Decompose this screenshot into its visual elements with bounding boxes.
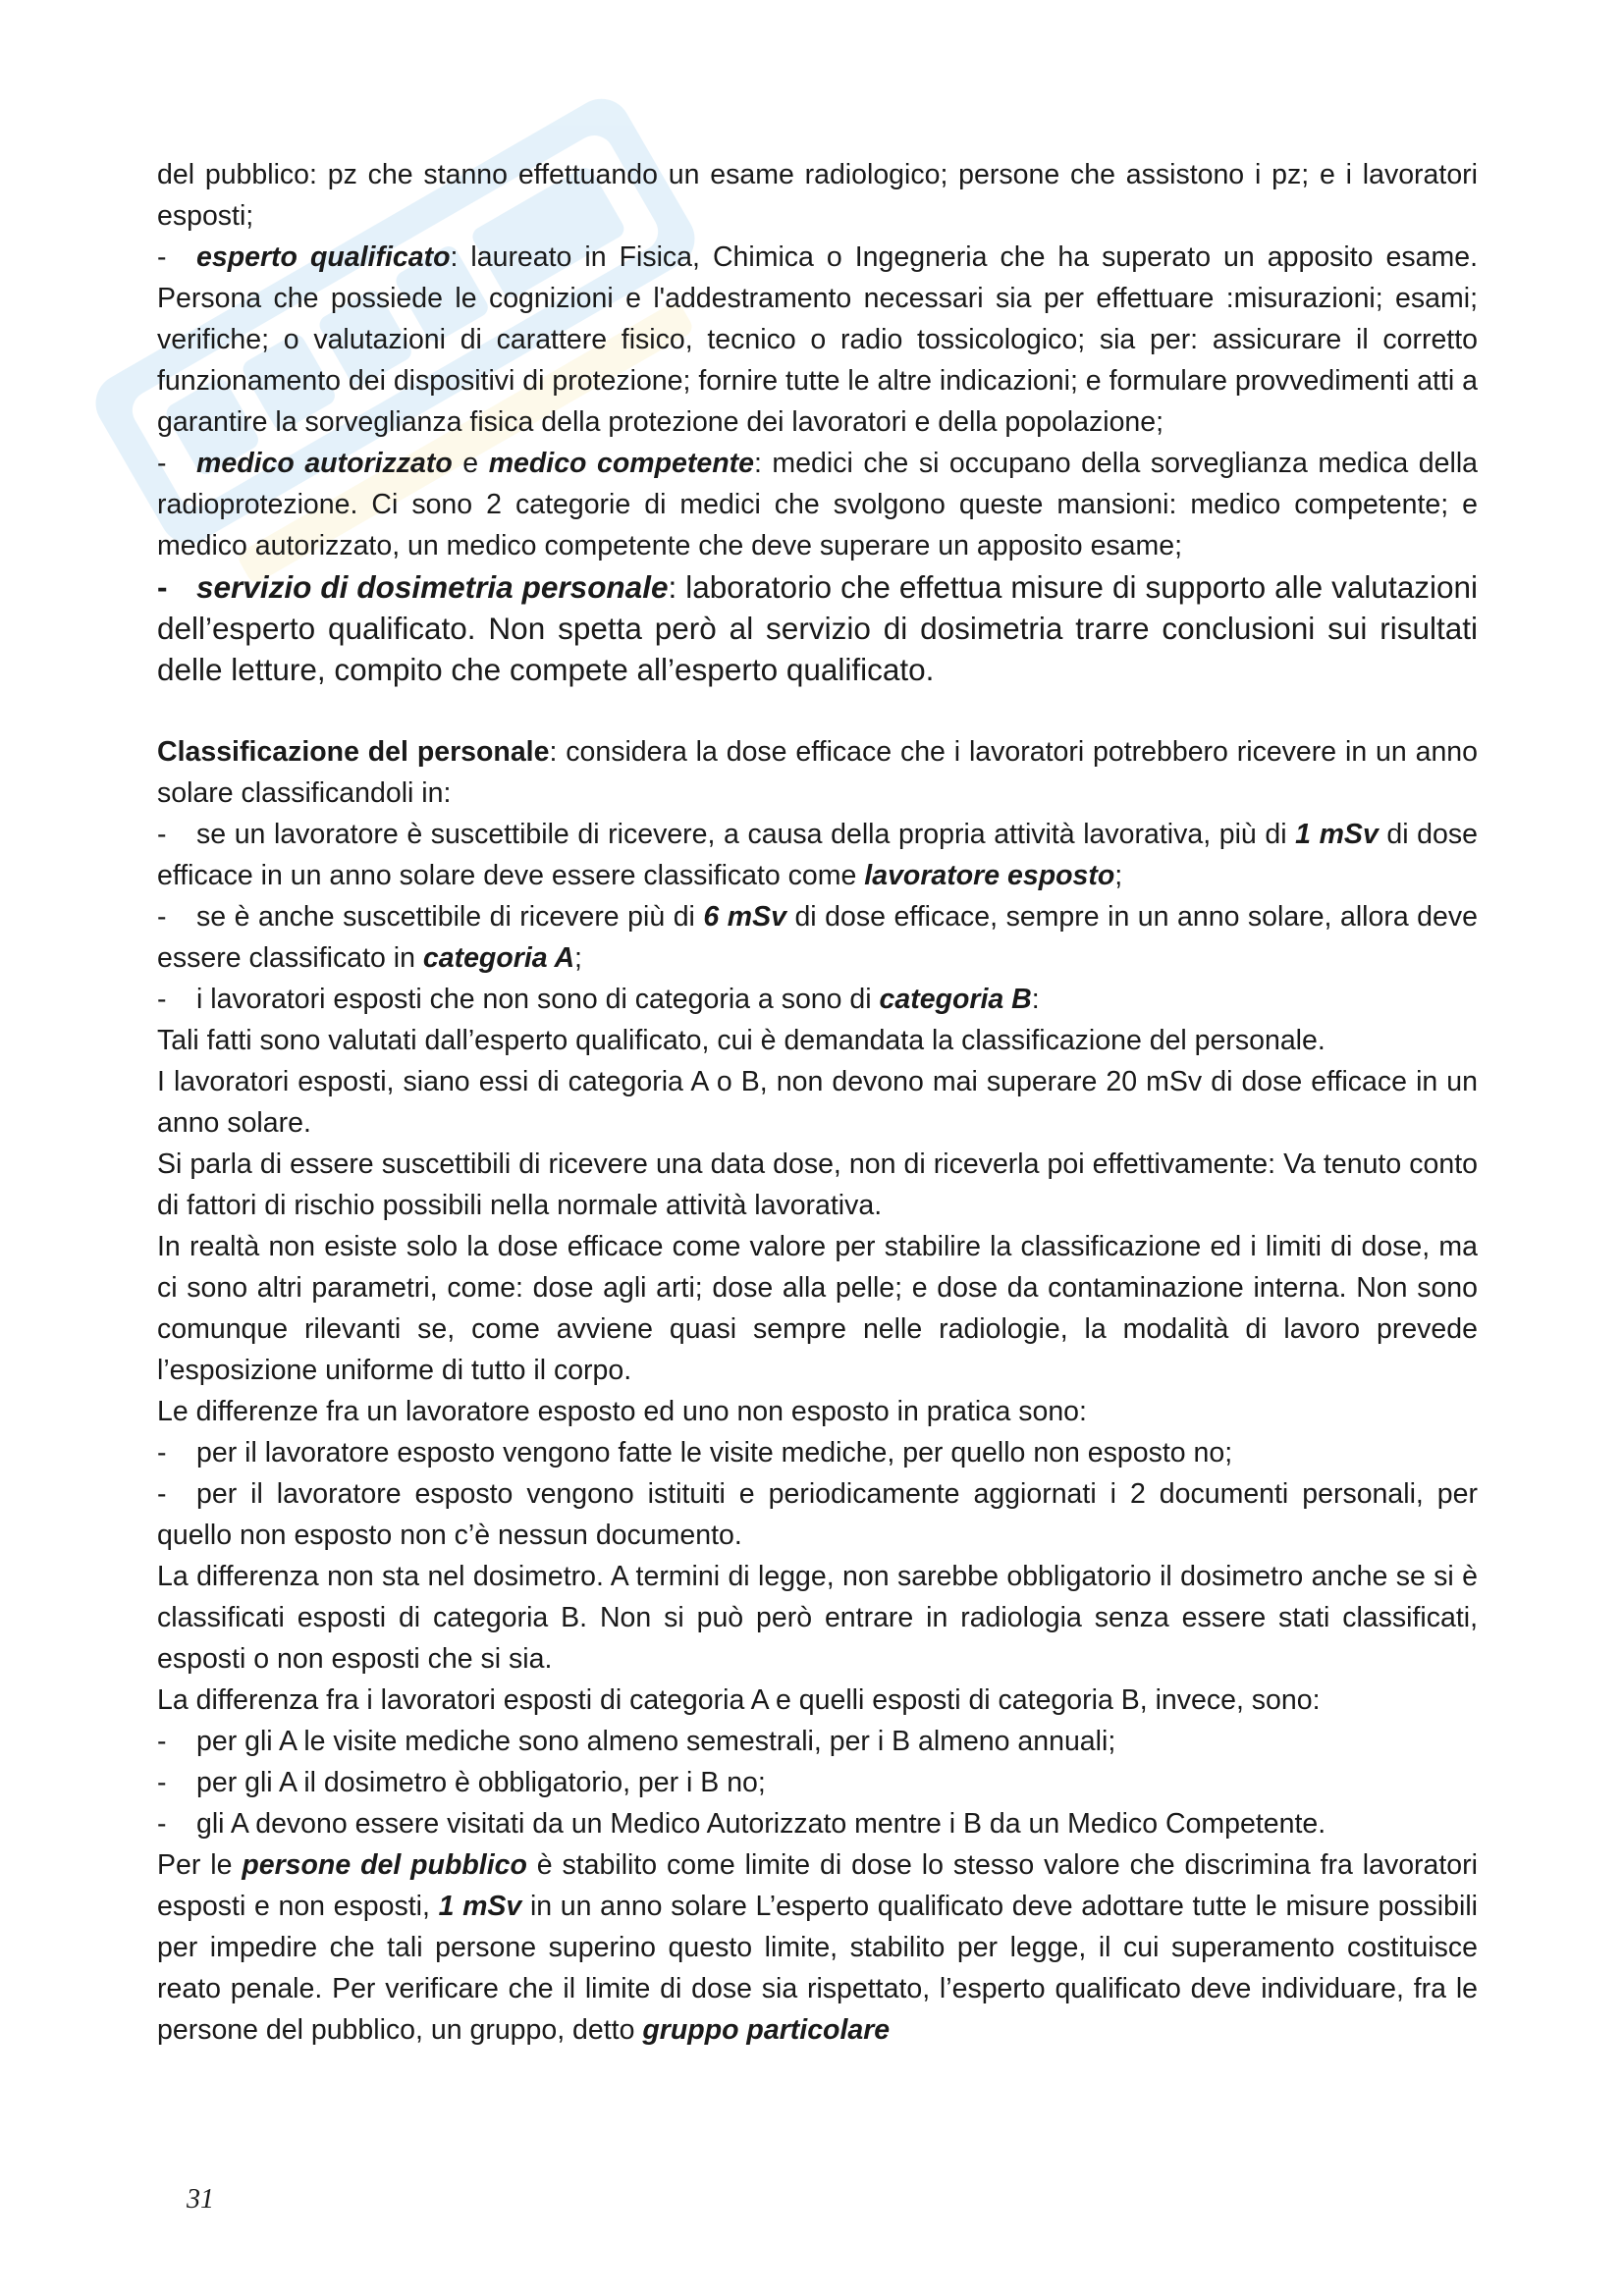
paragraph [157,1680,1478,1721]
text-run: Per le [157,1849,243,1881]
emphasis-text: 6 mSv [703,901,786,933]
text-run: ; [1114,860,1123,891]
text-run: : considera la dose efficace che i lavoratori potrebbero ricevere in un anno solare classificandoli in: [157,736,1478,809]
text-run: La differenza fra i lavoratori esposti di categoria A e quelli esposti di categoria B, invece, sono: [157,1684,1321,1716]
text-run: di dose efficace in un anno solare deve essere classificato come [157,819,1478,891]
text-run: del pubblico: pz che stanno effettuando un esame radiologico; persone che assistono i pz; e i lavoratori esposti; [157,159,1478,232]
list-dash: - [157,1726,167,1757]
paragraph [157,1061,1478,1144]
paragraph [157,1556,1478,1680]
text-run: per il lavoratore esposto vengono istituiti e periodicamente aggiornati i 2 documenti personali, per quello non esposto non c’è nessun documento. [157,1478,1478,1551]
text-run: in un anno solare L’esperto qualificato deve adottare tutte le misure possibili per impedire che tali persone superino questo limite, stabilito per legge, il cui superamento costituisce reato penale. Per verificare che il limite di dose sia rispettato, l’esperto qualificato deve individuare, fra le persone del pubblico, un gruppo, detto [157,1891,1478,2046]
emphasis-text: categoria A [422,942,575,974]
emphasis-text: servizio di dosimetria personale [196,569,669,605]
emphasis-text: categoria B [879,984,1032,1015]
document-body [157,154,1478,2051]
emphasis-text: gruppo particolare [642,2014,891,2046]
list-dash: - [157,1478,167,1510]
paragraph [157,1721,1478,1762]
emphasis-text: Classificazione del personale [157,736,550,768]
paragraph [157,814,1478,896]
paragraph [157,1762,1478,1803]
emphasis-text: 1 mSv [438,1891,522,1922]
text-run: gli A devono essere visitati da un Medico Autorizzato mentre i B da un Medico Competente. [196,1808,1326,1840]
list-dash: - [157,984,167,1015]
list-dash: - [157,819,167,850]
text-run: per gli A le visite mediche sono almeno semestrali, per i B almeno annuali; [196,1726,1116,1757]
paragraph-gap [157,690,1478,731]
text-run: Tali fatti sono valutati dall’esperto qualificato, cui è demandata la classificazione del personale. [157,1025,1325,1056]
paragraph [157,443,1478,566]
emphasis-text: persone del pubblico [242,1849,527,1881]
text-run: : laureato in Fisica, Chimica o Ingegneria che ha superato un apposito esame. Persona che possiede le cognizioni e l'addestramento necessari sia per effettuare :misurazioni; esami; verifiche; o valutazioni di carattere fisico, tecnico o radio tossicologico; sia per: assicurare il corretto funzionamento dei dispositivi di protezione; fornire tutte le altre indicazioni; e formulare provvedimenti atti a garantire la sorveglianza fisica della protezione dei lavoratori e della popolazione; [157,241,1478,438]
list-dash: - [157,1437,167,1468]
paragraph [157,154,1478,237]
emphasis-text: 1 mSv [1295,819,1379,850]
text-run: se è anche suscettibile di ricevere più di [196,901,704,933]
text-run: per il lavoratore esposto vengono fatte le visite mediche, per quello non esposto no; [196,1437,1233,1468]
text-run: di dose efficace, sempre in un anno solare, allora deve essere classificato in [157,901,1478,974]
paragraph [157,1226,1478,1391]
paragraph [157,896,1478,979]
text-run: Le differenze fra un lavoratore esposto ed uno non esposto in pratica sono: [157,1396,1087,1427]
emphasis-text: esperto qualificato [196,241,451,273]
paragraph [157,1803,1478,1844]
paragraph [157,979,1478,1020]
paragraph [157,1144,1478,1226]
text-run: : medici che si occupano della sorveglianza medica della radioprotezione. Ci sono 2 categorie di medici che svolgono queste mansioni: medico competente; e medico autorizzato, un medico competente che deve superare un apposito esame; [157,448,1479,561]
text-run: e [452,448,489,479]
emphasis-text: medico autorizzato [196,448,453,479]
list-dash: - [157,569,168,605]
list-dash: - [157,1767,167,1798]
emphasis-text: lavoratore esposto [864,860,1115,891]
paragraph [157,1844,1478,2051]
paragraph [157,237,1478,443]
list-dash: - [157,241,167,273]
emphasis-text: medico competente [488,448,754,479]
list-dash: - [157,1808,167,1840]
text-run: I lavoratori esposti, siano essi di categoria A o B, non devono mai superare 20 mSv di dose efficace in un anno solare. [157,1066,1478,1139]
list-dash: - [157,901,167,933]
text-run: è stabilito come limite di dose lo stesso valore che discrimina fra lavoratori esposti e non esposti, [157,1849,1478,1922]
text-run: i lavoratori esposti che non sono di categoria a sono di [196,984,880,1015]
text-run: : laboratorio che effettua misure di supporto alle valutazioni dell’esperto qualificato. Non spetta però al servizio di dosimetria trarre conclusioni sui risultati delle letture, compito che compete all’esperto qualificato. [157,569,1478,687]
text-run: ; [574,942,582,974]
paragraph [157,1391,1478,1432]
page-number: 31 [187,2184,214,2215]
text-run: : [1031,984,1040,1015]
list-dash: - [157,448,167,479]
paragraph [157,731,1478,814]
paragraph [157,1020,1478,1061]
text-run: Si parla di essere suscettibili di ricevere una data dose, non di riceverla poi effettivamente: Va tenuto conto di fattori di rischio possibili nella normale attività lavorativa. [157,1148,1478,1221]
text-run: La differenza non sta nel dosimetro. A termini di legge, non sarebbe obbligatorio il dosimetro anche se si è classificati esposti di categoria B. Non si può però entrare in radiologia senza essere stati classificati, esposti o non esposti che si sia. [157,1561,1478,1675]
text-run: per gli A il dosimetro è obbligatorio, per i B no; [196,1767,766,1798]
paragraph [157,1473,1478,1556]
text-run: se un lavoratore è suscettibile di ricevere, a causa della propria attività lavorativa, più di [196,819,1296,850]
text-run: In realtà non esiste solo la dose efficace come valore per stabilire la classificazione ed i limiti di dose, ma ci sono altri parametri, come: dose agli arti; dose alla pelle; e dose da contaminazione interna. Non sono comunque rilevanti se, come avviene quasi sempre nelle radiologie, la modalità di lavoro prevede l’esposizione uniforme di tutto il corpo. [157,1231,1478,1386]
paragraph [157,1432,1478,1473]
paragraph [157,566,1478,690]
